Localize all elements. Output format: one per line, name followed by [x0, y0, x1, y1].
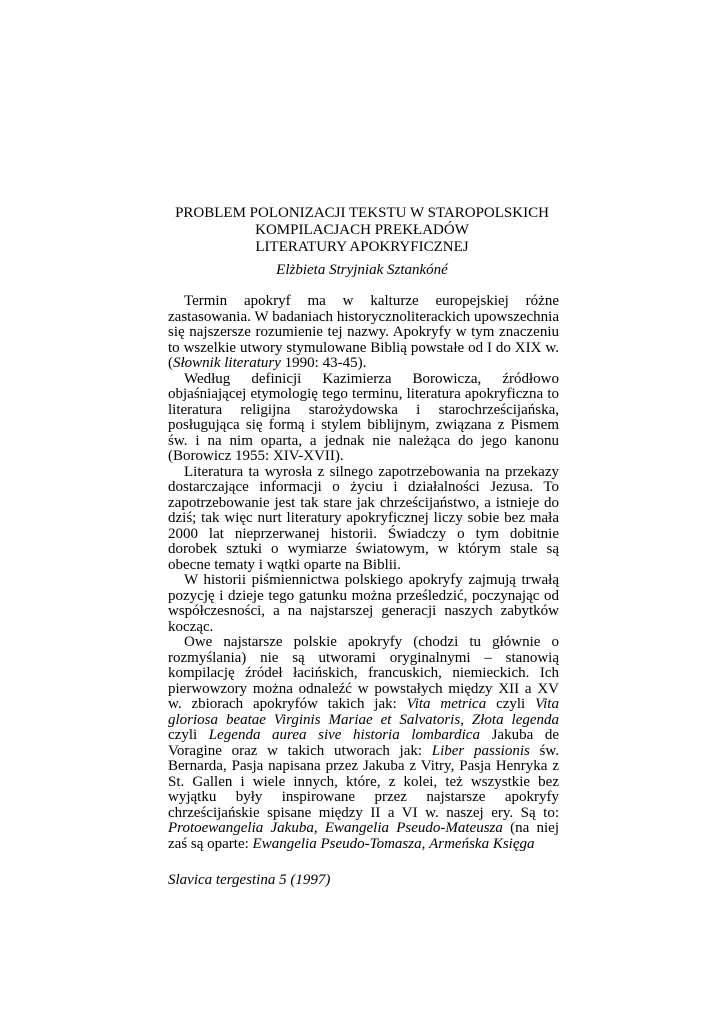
article-body [168, 294, 559, 852]
author-name: Elżbieta Stryjniak Sztankóné [276, 262, 448, 278]
paragraph-1: Termin apokryf ma w kalturze europejskiej różne zastasowania. W badaniach historycznoliterackich upowszechnia się najszersze rozumienie tej nazwy. Apokryfy w tym znaczeniu to wszelkie utwory stymulowane Biblią powstałe od I do XIX w. (Słownik literatury 1990: 43-45). [168, 293, 559, 371]
paragraph-2: Według definicji Kazimierza Borowicza, źródłowo objaśniającej etymologię tego terminu, literatura apokryficzna to literatura religijna starożydowska i starochrześcijańska, posługująca się formą i stylem biblijnym, związana z Pismem św. i na nim oparta, a jednak nie należąca do jego kanonu (Borowicz 1955: XIV-XVII). [168, 370, 559, 464]
paragraph-5: Owe najstarsze polskie apokryfy (chodzi tu głównie o rozmyślania) nie są utworami oryginalnymi – stanowią kompilację źródeł łacińskich, francuskich, niemieckich. Ich pierwowzory można odnaleźć w powstałych między XII a XV w. zbiorach apokryfów takich jak: Vita metrica czyli Vita gloriosa beatae Virginis Mariae et Salvatoris, Złota legenda czyli Legenda aurea sive historia lombardica Jakuba de Voragine oraz w takich utworach jak: Liber passionis św. Bernarda, Pasja napisana przez Jakuba z Vitry, Pasja Henryka z St. Gallen i wiele innych, które, z kolei, też wszystkie bez wyjątku były inspirowane przez najstarsze apokryfy chrześcijańskie spisane między II a VI w. naszej ery. Są to: Protoewangelia Jakuba, Ewangelia Pseudo-Mateusza (na niej zaś są oparte: Ewangelia Pseudo-Tomasza, Armeńska Księga [168, 634, 560, 852]
title-line-2: KOMPILACJACH PREKŁADÓW [255, 222, 469, 238]
title-line-1: PROBLEM POLONIZACJI TEKSTU W STAROPOLSKICH [175, 205, 549, 221]
article-title [150, 205, 574, 256]
journal-footer: Slavica tergestina 5 (1997) [168, 872, 331, 888]
title-line-3: LITERATURY APOKRYFICZNEJ [255, 239, 469, 255]
paragraph-4: W historii piśmiennictwa polskiego apokryfy zajmują trwałą pozycję i dzieje tego gatunku można prześledzić, poczynając od współczesności, a na najstarszej generacji naszych zabytków kocząc. [168, 572, 559, 635]
paragraph-3: Literatura ta wyrosła z silnego zapotrzebowania na przekazy dostarczające informacji o życiu i działalności Jezusa. To zapotrzebowanie jest tak stare jak chrześcijaństwo, a istnieje do dziś; tak więc nurt literatury apokryficznej liczy sobie bez mała 2000 lat nieprzerwanej historii. Świadczy o tym dobitnie dorobek sztuki o wymiarze światowym, w którym stale są obecne tematy i wątki oparte na Biblii. [168, 463, 559, 573]
